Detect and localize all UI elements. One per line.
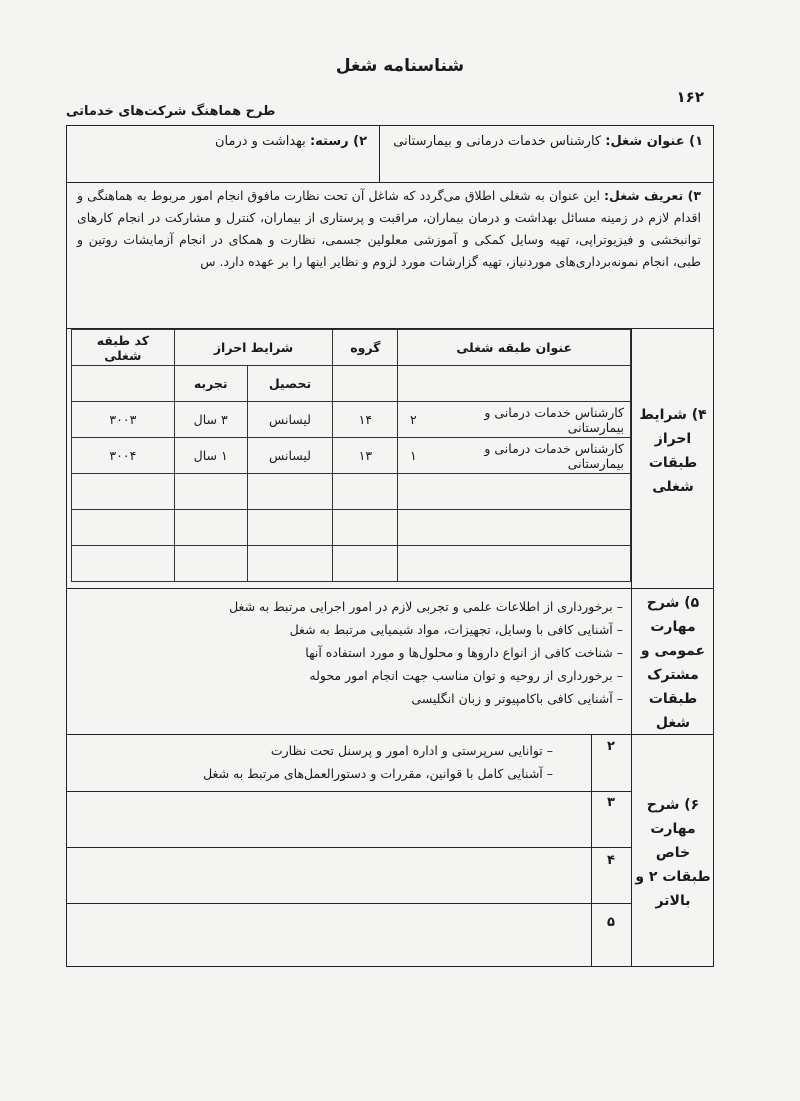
empty-cell xyxy=(333,366,398,402)
section-6-divider xyxy=(631,735,632,966)
row-number: ۴ xyxy=(607,853,615,868)
list-item: – آشنایی کامل با قوانین، مقررات و دستورالعمل‌های مرتبط به شغل xyxy=(203,762,553,785)
qualifications-table xyxy=(71,329,631,582)
table-row xyxy=(72,474,631,510)
row-group: ۱۴ xyxy=(333,402,398,438)
table-row xyxy=(72,546,631,582)
header-group: گروه xyxy=(333,330,398,366)
list-item: – آشنایی کافی باکامپیوتر و زبان انگلیسی xyxy=(229,687,623,710)
category-label: ۲) رسته: xyxy=(309,134,367,149)
table-row xyxy=(72,438,631,474)
empty-cell xyxy=(333,474,398,510)
job-title-label: ۱) عنوان شغل: xyxy=(605,134,703,149)
row-experience: ۳ سال xyxy=(174,402,247,438)
header-class-title: عنوان طبقه شغلی xyxy=(398,330,631,366)
category-cell xyxy=(215,134,367,149)
definition-box xyxy=(66,183,714,329)
project-label: طرح هماهنگ شرکت‌های خدماتی xyxy=(66,104,276,119)
empty-cell xyxy=(398,510,631,546)
empty-cell xyxy=(72,474,175,510)
general-skills-list xyxy=(229,595,623,710)
row-number: ۲ xyxy=(607,739,615,754)
job-title-value: کارشناس خدمات درمانی و بیمارستانی xyxy=(393,134,602,149)
section-5-divider xyxy=(631,589,632,734)
row-number: ۳ xyxy=(607,795,615,810)
empty-cell xyxy=(72,366,175,402)
list-item: – برخورداری از اطلاعات علمی و تجربی لازم در امور اجرایی مرتبط به شغل xyxy=(229,595,623,618)
table-row xyxy=(72,402,631,438)
empty-cell xyxy=(333,510,398,546)
row-number: ۵ xyxy=(607,915,615,930)
empty-cell xyxy=(174,474,247,510)
table-header-row xyxy=(72,330,631,366)
job-title-cell xyxy=(393,134,703,149)
row-title: کارشناس خدمات درمانی و بیمارستانی xyxy=(428,402,630,438)
header-class-code: کد طبقه شغلی xyxy=(72,330,175,366)
list-item: – برخورداری از روحیه و توان مناسب جهت انجام امور محوله xyxy=(229,664,623,687)
definition-text xyxy=(77,185,701,273)
section-4-divider xyxy=(631,329,632,588)
row-experience: ۱ سال xyxy=(174,438,247,474)
section-6-label: ۶) شرح مهارت خاص طبقات ۲ و بالاتر xyxy=(635,797,711,909)
row-group: ۱۳ xyxy=(333,438,398,474)
row-level: ۲ xyxy=(398,402,429,438)
special-skills-list xyxy=(203,739,553,785)
section-5-general-skills xyxy=(66,589,714,735)
empty-cell xyxy=(247,474,333,510)
list-item: – آشنایی کافی با وسایل، تجهیزات، مواد شیمیایی مرتبط به شغل xyxy=(229,618,623,641)
definition-body: این عنوان به شغلی اطلاق می‌گردد که شاغل آن تحت نظارت مافوق انجام امور مربوط به هماهنگی و اقدام لازم در زمینه مسائل بهداشت و درمان بیماران، مراقبت و پرستاری از بیماران، کنترل و مشارکت در انجام کارهای توانبخشی و فیزیوتراپی، تهیه وسایل کمکی و آموزشی معلولین جسمی، نظارت و همکای در انجام آزمایشات روتین و طبی، انجام نمونه‌برداری‌های موردنیاز، تهیه گزارشات مورد لزوم و نظایر اینها را بر عهده دارد. س xyxy=(77,188,701,269)
table-subheader-row xyxy=(72,366,631,402)
list-item: – شناخت کافی از انواع داروها و محلول‌ها و مورد استفاده آنها xyxy=(229,641,623,664)
header-education: تحصیل xyxy=(247,366,333,402)
row-education: لیسانس xyxy=(247,402,333,438)
page-number: ۱۶۲ xyxy=(676,88,704,106)
header-experience: تجربه xyxy=(174,366,247,402)
row-separator xyxy=(67,903,631,904)
table-row xyxy=(72,510,631,546)
list-item: – توانایی سرپرستی و اداره امور و پرسنل تحت نظارت xyxy=(203,739,553,762)
row-number-divider xyxy=(591,735,592,966)
row-education: لیسانس xyxy=(247,438,333,474)
definition-label: ۳) تعریف شغل: xyxy=(604,188,701,203)
header-requirements: شرایط احراز xyxy=(174,330,333,366)
empty-cell xyxy=(247,510,333,546)
empty-cell xyxy=(247,546,333,582)
section-6-special-skills xyxy=(66,735,714,967)
empty-cell xyxy=(174,510,247,546)
empty-cell xyxy=(398,474,631,510)
empty-cell xyxy=(398,546,631,582)
empty-cell xyxy=(333,546,398,582)
row-code: ۳۰۰۳ xyxy=(72,402,175,438)
row-separator xyxy=(67,847,631,848)
section-4-label: ۴) شرایط احراز طبقات شغلی xyxy=(639,407,707,495)
category-value: بهداشت و درمان xyxy=(215,134,306,149)
header-divider xyxy=(379,126,380,182)
empty-cell xyxy=(398,366,631,402)
empty-cell xyxy=(72,510,175,546)
page-title: شناسنامه شغل xyxy=(335,56,465,76)
empty-cell xyxy=(72,546,175,582)
section-4-qualifications xyxy=(66,329,714,589)
row-title: کارشناس خدمات درمانی و بیمارستانی xyxy=(428,438,630,474)
empty-cell xyxy=(174,546,247,582)
section-5-label: ۵) شرح مهارت عمومی و مشترک طبقات شغل xyxy=(640,595,706,731)
row-code: ۳۰۰۴ xyxy=(72,438,175,474)
header-row xyxy=(66,125,714,183)
row-level: ۱ xyxy=(398,438,429,474)
row-separator xyxy=(67,791,631,792)
